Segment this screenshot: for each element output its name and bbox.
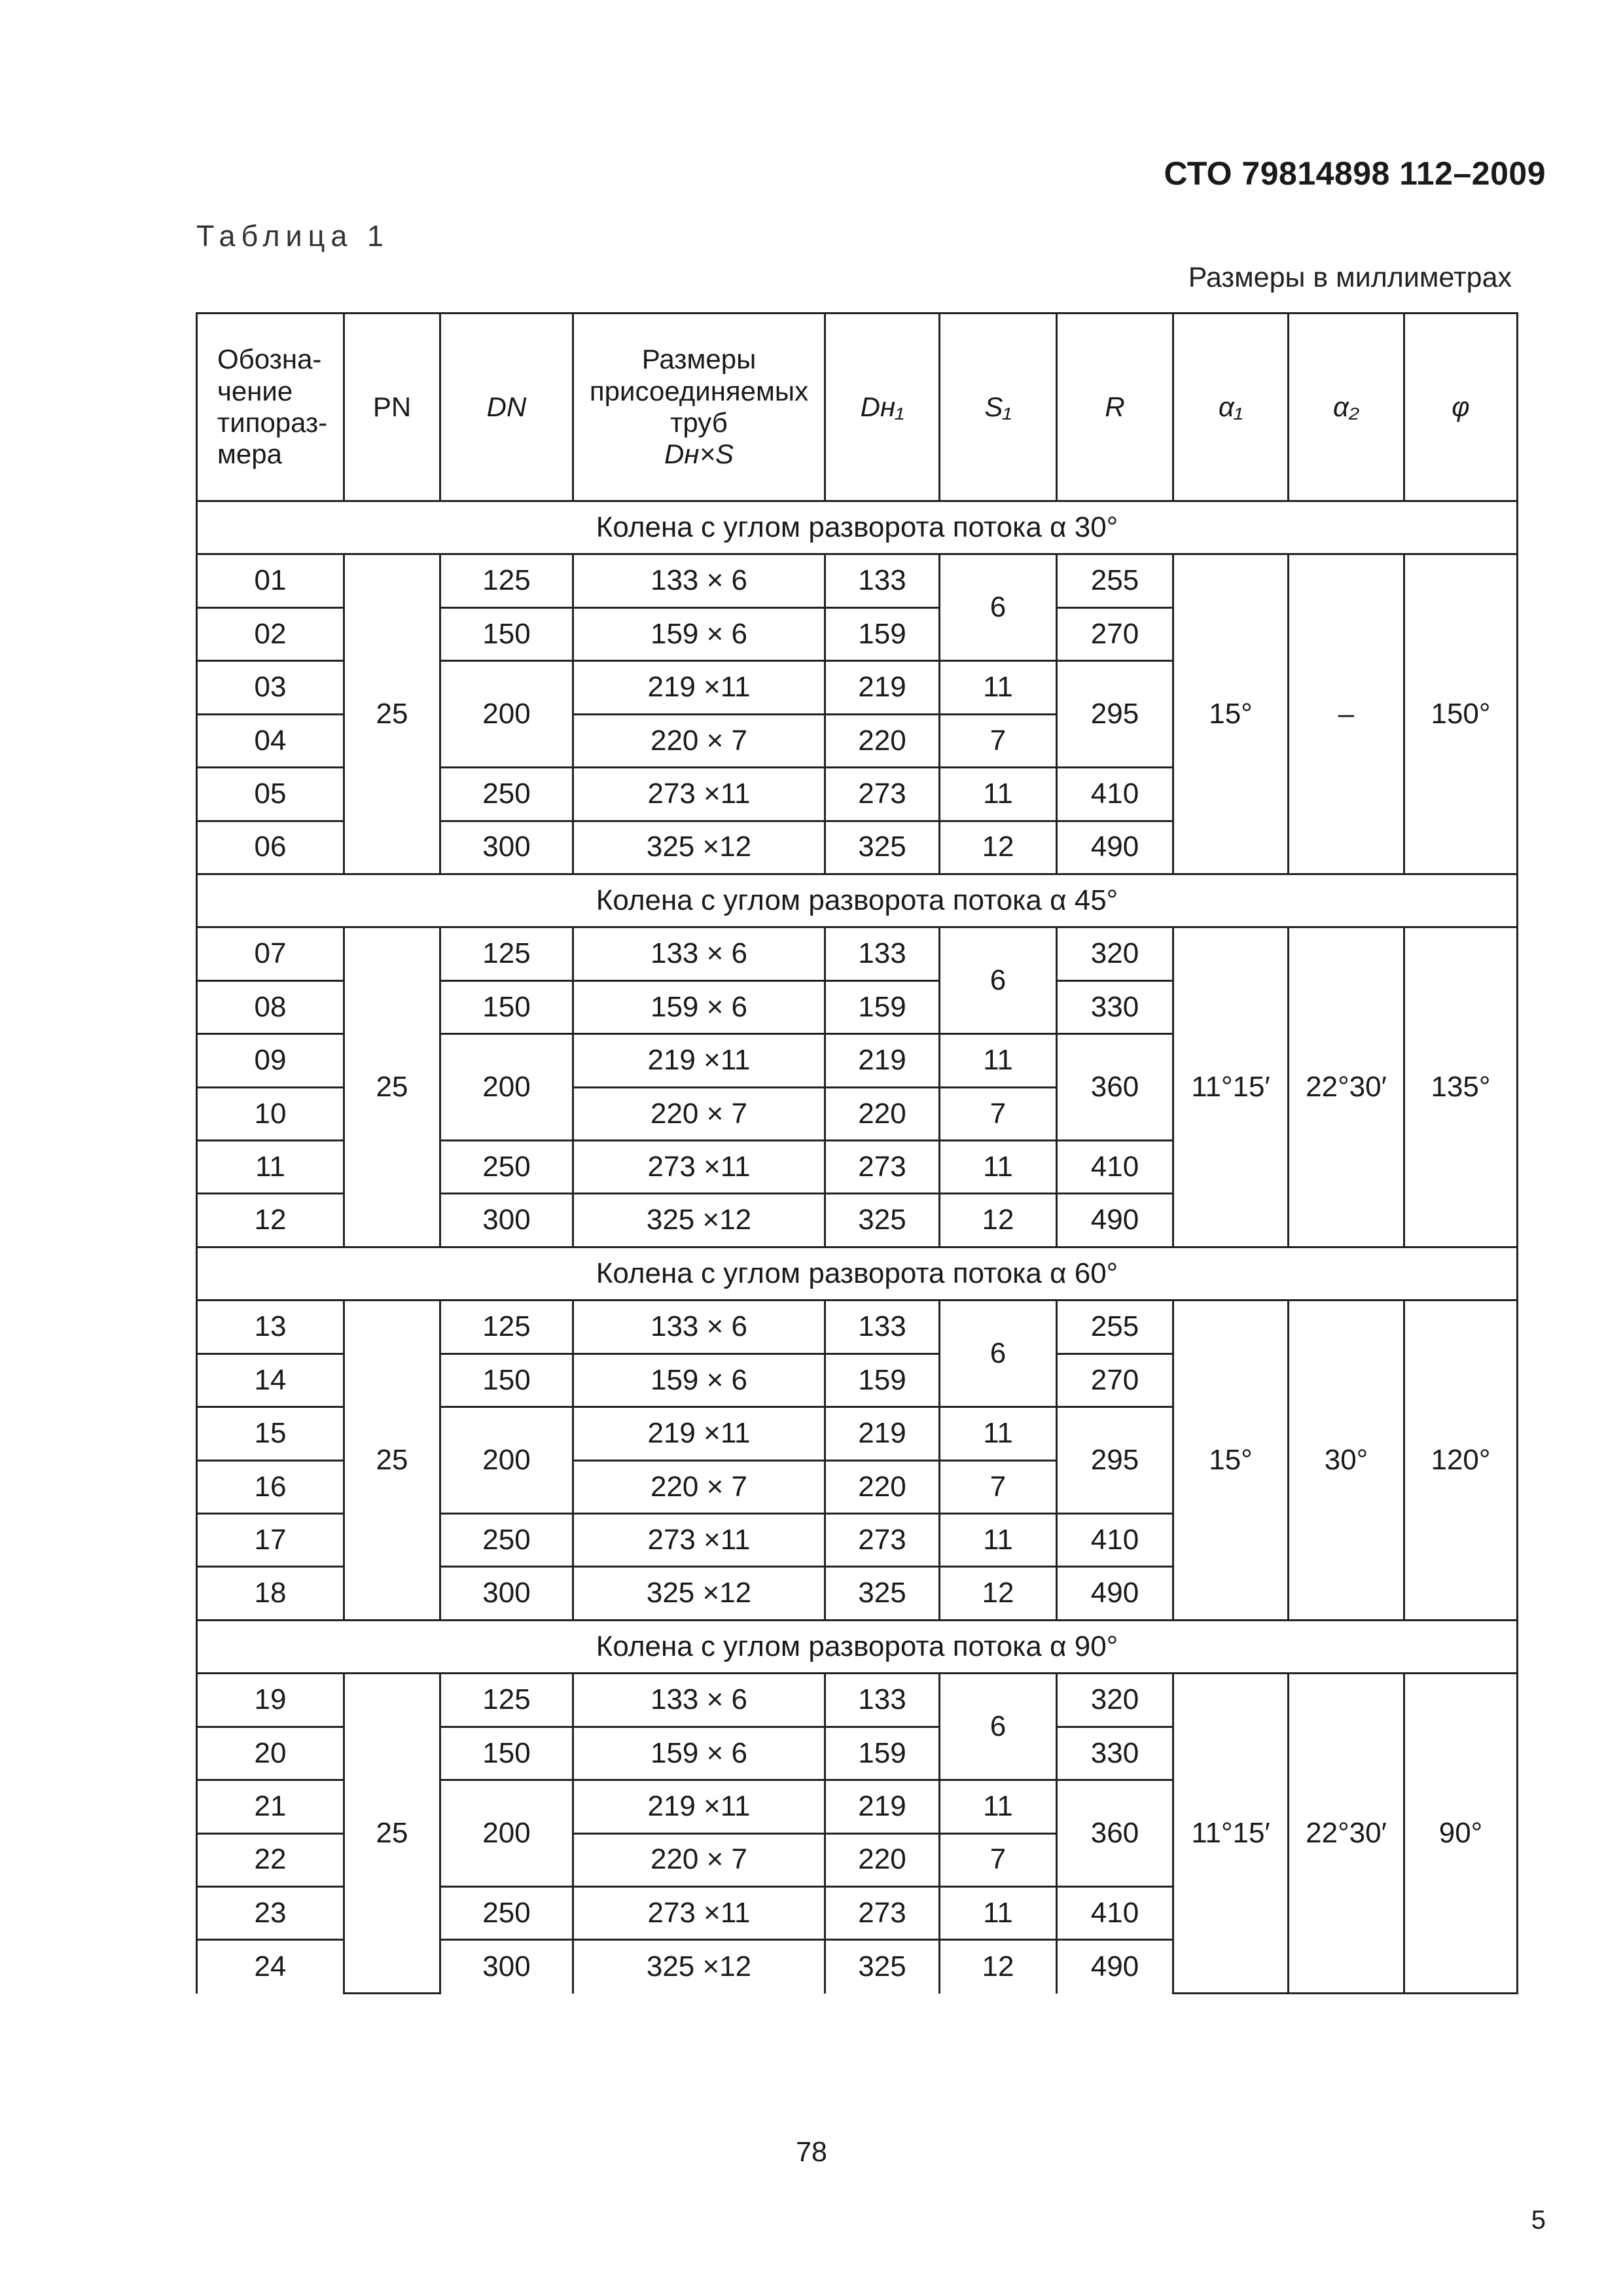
cell-s1: 11	[940, 1780, 1057, 1833]
cell-dn: 300	[440, 821, 573, 874]
cell-dh1: 220	[825, 714, 940, 767]
sheet-number: 5	[1531, 2206, 1546, 2234]
cell-dn: 125	[440, 927, 573, 980]
cell-designation: 20	[197, 1727, 344, 1780]
cell-s1: 12	[940, 1940, 1057, 1994]
cell-dn: 125	[440, 554, 573, 607]
cell-pipe-size: 219 ×11	[573, 1780, 825, 1833]
cell-s1: 7	[940, 714, 1057, 767]
cell-r: 410	[1057, 1141, 1173, 1194]
cell-s1: 11	[940, 1034, 1057, 1087]
cell-dh1: 133	[825, 554, 940, 607]
cell-dh1: 220	[825, 1460, 940, 1513]
section-title: Колена с углом разворота потока α 45°	[197, 874, 1518, 927]
cell-pipe-size: 220 × 7	[573, 1460, 825, 1513]
cell-pipe-size: 219 ×11	[573, 661, 825, 714]
cell-pn: 25	[344, 1300, 440, 1621]
cell-dh1: 273	[825, 1141, 940, 1194]
cell-dh1: 219	[825, 1780, 940, 1833]
cell-designation: 12	[197, 1194, 344, 1247]
cell-r: 490	[1057, 1194, 1173, 1247]
cell-dh1: 133	[825, 927, 940, 980]
cell-dh1: 219	[825, 661, 940, 714]
cell-dn: 200	[440, 1780, 573, 1887]
cell-pipe-size: 133 × 6	[573, 554, 825, 607]
table-header-row	[197, 314, 1518, 501]
header-alpha1: α₁	[1173, 314, 1289, 501]
cell-designation: 01	[197, 554, 344, 607]
cell-pipe-size: 325 ×12	[573, 821, 825, 874]
cell-designation: 03	[197, 661, 344, 714]
cell-designation: 23	[197, 1886, 344, 1939]
section-title-row	[197, 1620, 1518, 1673]
cell-dh1: 220	[825, 1833, 940, 1886]
cell-pipe-size: 273 ×11	[573, 1141, 825, 1194]
cell-designation: 10	[197, 1087, 344, 1140]
cell-s1: 11	[940, 1514, 1057, 1567]
cell-pipe-size: 220 × 7	[573, 1087, 825, 1140]
cell-dh1: 133	[825, 1300, 940, 1354]
cell-dh1: 325	[825, 1940, 940, 1994]
cell-designation: 14	[197, 1354, 344, 1407]
cell-pipe-size: 325 ×12	[573, 1940, 825, 1994]
cell-s1: 7	[940, 1087, 1057, 1140]
cell-r: 410	[1057, 1886, 1173, 1939]
cell-dn: 200	[440, 1407, 573, 1514]
page-number: 78	[796, 2136, 827, 2168]
cell-pipe-size: 159 × 6	[573, 980, 825, 1033]
cell-r: 270	[1057, 607, 1173, 660]
cell-pipe-size: 133 × 6	[573, 927, 825, 980]
cell-designation: 06	[197, 821, 344, 874]
cell-pipe-size: 273 ×11	[573, 1514, 825, 1567]
cell-dh1: 273	[825, 768, 940, 821]
cell-designation: 05	[197, 768, 344, 821]
cell-alpha1: 15°	[1173, 1300, 1289, 1621]
cell-pipe-size: 325 ×12	[573, 1194, 825, 1247]
section-title-row	[197, 501, 1518, 554]
cell-dh1: 219	[825, 1407, 940, 1460]
cell-dh1: 133	[825, 1674, 940, 1727]
cell-phi: 120°	[1404, 1300, 1518, 1621]
dimensions-table	[196, 312, 1518, 1994]
cell-pipe-size: 220 × 7	[573, 1833, 825, 1886]
cell-designation: 02	[197, 607, 344, 660]
cell-designation: 11	[197, 1141, 344, 1194]
cell-phi: 135°	[1404, 927, 1518, 1247]
cell-r: 410	[1057, 1514, 1173, 1567]
cell-pipe-size: 219 ×11	[573, 1034, 825, 1087]
cell-dn: 200	[440, 661, 573, 768]
cell-designation: 24	[197, 1940, 344, 1994]
document-code: СТО 79814898 112–2009	[1164, 155, 1546, 192]
cell-r: 295	[1057, 661, 1173, 768]
cell-dh1: 273	[825, 1886, 940, 1939]
cell-dn: 300	[440, 1567, 573, 1620]
cell-pipe-size: 219 ×11	[573, 1407, 825, 1460]
cell-pipe-size: 220 × 7	[573, 714, 825, 767]
cell-s1: 6	[940, 1674, 1057, 1780]
cell-dh1: 159	[825, 1354, 940, 1407]
cell-r: 255	[1057, 554, 1173, 607]
header-pipe-sizes-formula: Dн×S	[664, 439, 734, 470]
cell-s1: 7	[940, 1833, 1057, 1886]
cell-s1: 6	[940, 1300, 1057, 1407]
cell-s1: 11	[940, 1407, 1057, 1460]
header-s1: S₁	[940, 314, 1057, 501]
cell-r: 320	[1057, 927, 1173, 980]
cell-alpha1: 11°15′	[1173, 1674, 1289, 1994]
cell-designation: 21	[197, 1780, 344, 1833]
cell-dn: 250	[440, 1514, 573, 1567]
cell-phi: 90°	[1404, 1674, 1518, 1994]
cell-r: 360	[1057, 1780, 1173, 1887]
cell-dh1: 325	[825, 1567, 940, 1620]
cell-designation: 07	[197, 927, 344, 980]
cell-s1: 12	[940, 1194, 1057, 1247]
table-row	[197, 927, 1518, 980]
cell-alpha2: –	[1289, 554, 1404, 874]
table-caption: Таблица 1	[196, 219, 389, 253]
cell-dh1: 325	[825, 1194, 940, 1247]
cell-r: 490	[1057, 1567, 1173, 1620]
cell-pipe-size: 133 × 6	[573, 1674, 825, 1727]
cell-pipe-size: 133 × 6	[573, 1300, 825, 1354]
cell-r: 295	[1057, 1407, 1173, 1514]
cell-alpha2: 22°30′	[1289, 1674, 1404, 1994]
cell-pn: 25	[344, 554, 440, 874]
cell-s1: 11	[940, 1886, 1057, 1939]
section-title-row	[197, 874, 1518, 927]
cell-designation: 15	[197, 1407, 344, 1460]
cell-dn: 150	[440, 1727, 573, 1780]
table-row	[197, 1674, 1518, 1727]
cell-dh1: 220	[825, 1087, 940, 1140]
section-title: Колена с углом разворота потока α 30°	[197, 501, 1518, 554]
cell-dn: 250	[440, 1886, 573, 1939]
cell-s1: 12	[940, 821, 1057, 874]
cell-dn: 125	[440, 1674, 573, 1727]
cell-designation: 08	[197, 980, 344, 1033]
cell-s1: 6	[940, 554, 1057, 661]
units-note: Размеры в миллиметрах	[1188, 262, 1512, 293]
cell-dn: 150	[440, 607, 573, 660]
cell-dn: 150	[440, 980, 573, 1033]
cell-designation: 17	[197, 1514, 344, 1567]
header-pn: PN	[344, 314, 440, 501]
cell-alpha1: 11°15′	[1173, 927, 1289, 1247]
cell-dn: 250	[440, 1141, 573, 1194]
section-title: Колена с углом разворота потока α 60°	[197, 1247, 1518, 1300]
cell-designation: 19	[197, 1674, 344, 1727]
cell-s1: 11	[940, 768, 1057, 821]
cell-pipe-size: 325 ×12	[573, 1567, 825, 1620]
cell-dh1: 219	[825, 1034, 940, 1087]
cell-alpha2: 30°	[1289, 1300, 1404, 1621]
cell-pipe-size: 159 × 6	[573, 1354, 825, 1407]
cell-s1: 6	[940, 927, 1057, 1034]
cell-pipe-size: 159 × 6	[573, 1727, 825, 1780]
header-alpha2: α₂	[1289, 314, 1404, 501]
header-pipe-sizes-label: Размеры присоединяемых труб	[589, 344, 809, 438]
cell-dh1: 325	[825, 821, 940, 874]
cell-dn: 200	[440, 1034, 573, 1141]
cell-pipe-size: 273 ×11	[573, 768, 825, 821]
cell-s1: 11	[940, 661, 1057, 714]
cell-s1: 12	[940, 1567, 1057, 1620]
header-dn: DN	[440, 314, 573, 501]
cell-r: 330	[1057, 1727, 1173, 1780]
cell-dh1: 273	[825, 1514, 940, 1567]
table-row	[197, 554, 1518, 607]
cell-phi: 150°	[1404, 554, 1518, 874]
cell-alpha1: 15°	[1173, 554, 1289, 874]
cell-r: 320	[1057, 1674, 1173, 1727]
cell-alpha2: 22°30′	[1289, 927, 1404, 1247]
cell-r: 270	[1057, 1354, 1173, 1407]
cell-designation: 13	[197, 1300, 344, 1354]
cell-r: 360	[1057, 1034, 1173, 1141]
cell-pn: 25	[344, 927, 440, 1247]
cell-dn: 250	[440, 768, 573, 821]
cell-designation: 16	[197, 1460, 344, 1513]
cell-designation: 04	[197, 714, 344, 767]
cell-dn: 150	[440, 1354, 573, 1407]
section-title-row	[197, 1247, 1518, 1300]
header-pipe-sizes	[573, 314, 825, 501]
cell-pn: 25	[344, 1674, 440, 1994]
cell-s1: 7	[940, 1460, 1057, 1513]
cell-r: 490	[1057, 1940, 1173, 1994]
cell-pipe-size: 159 × 6	[573, 607, 825, 660]
cell-r: 410	[1057, 768, 1173, 821]
cell-r: 490	[1057, 821, 1173, 874]
cell-r: 255	[1057, 1300, 1173, 1354]
cell-dh1: 159	[825, 607, 940, 660]
header-dh1: Dн₁	[825, 314, 940, 501]
cell-dh1: 159	[825, 1727, 940, 1780]
cell-dn: 300	[440, 1940, 573, 1994]
cell-r: 330	[1057, 980, 1173, 1033]
cell-designation: 22	[197, 1833, 344, 1886]
cell-pipe-size: 273 ×11	[573, 1886, 825, 1939]
header-designation: Обозна- чение типораз- мера	[197, 314, 344, 501]
cell-s1: 11	[940, 1141, 1057, 1194]
section-title: Колена с углом разворота потока α 90°	[197, 1620, 1518, 1673]
header-r: R	[1057, 314, 1173, 501]
cell-dn: 300	[440, 1194, 573, 1247]
cell-designation: 09	[197, 1034, 344, 1087]
cell-dn: 125	[440, 1300, 573, 1354]
table-row	[197, 1300, 1518, 1354]
header-phi: φ	[1404, 314, 1518, 501]
cell-designation: 18	[197, 1567, 344, 1620]
cell-dh1: 159	[825, 980, 940, 1033]
